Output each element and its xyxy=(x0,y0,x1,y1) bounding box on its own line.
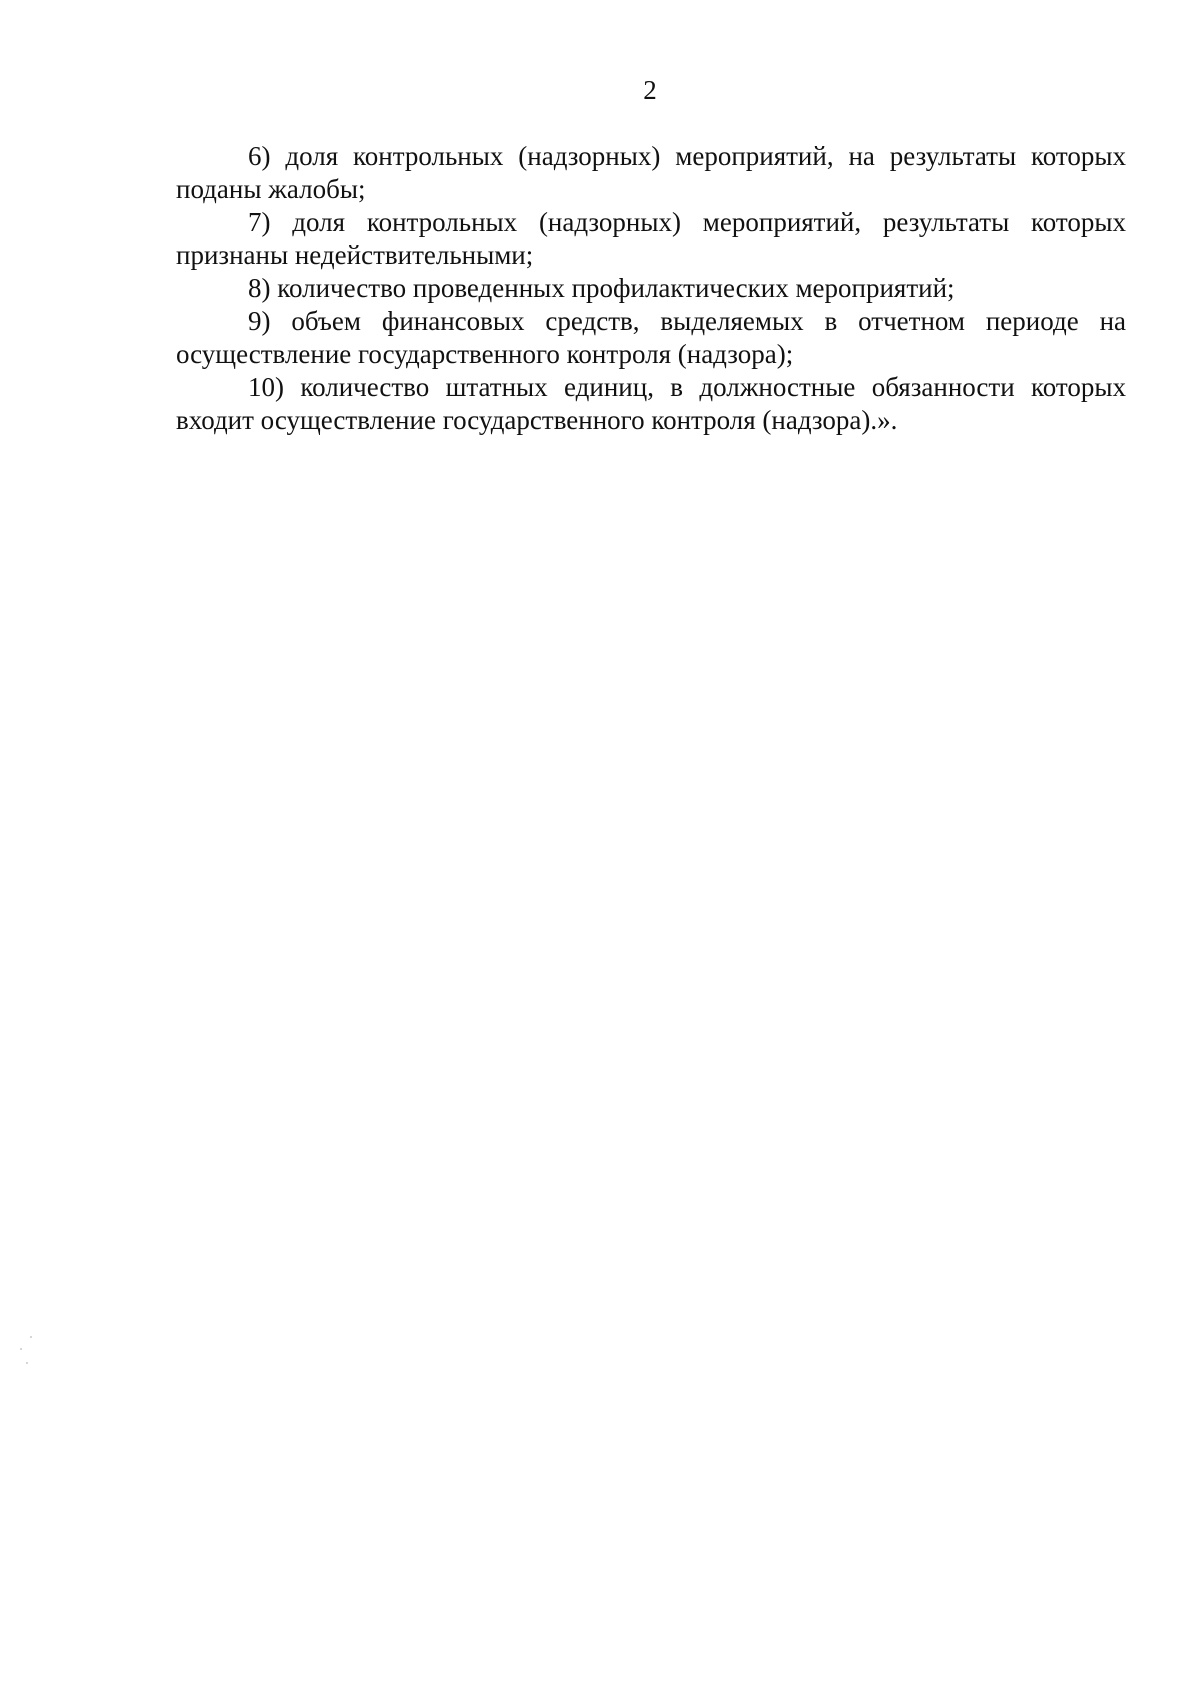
list-item: 8) количество проведенных профилактических мероприятий; xyxy=(248,273,955,303)
list-item: 9) объем финансовых средств, выделяемых в отчетном периоде на осуществление государственного контроля (надзора); xyxy=(176,306,1126,369)
list-item: 10) количество штатных единиц, в должностные обязанности которых входит осуществление государственного контроля (надзора).». xyxy=(176,372,1126,435)
document-body xyxy=(176,140,1126,437)
page-number: 2 xyxy=(643,75,657,105)
scan-artifact xyxy=(18,1336,42,1366)
list-item: 7) доля контрольных (надзорных) мероприятий, результаты которых признаны недействительными; xyxy=(176,207,1126,270)
list-item: 6) доля контрольных (надзорных) мероприятий, на результаты которых поданы жалобы; xyxy=(176,141,1126,204)
